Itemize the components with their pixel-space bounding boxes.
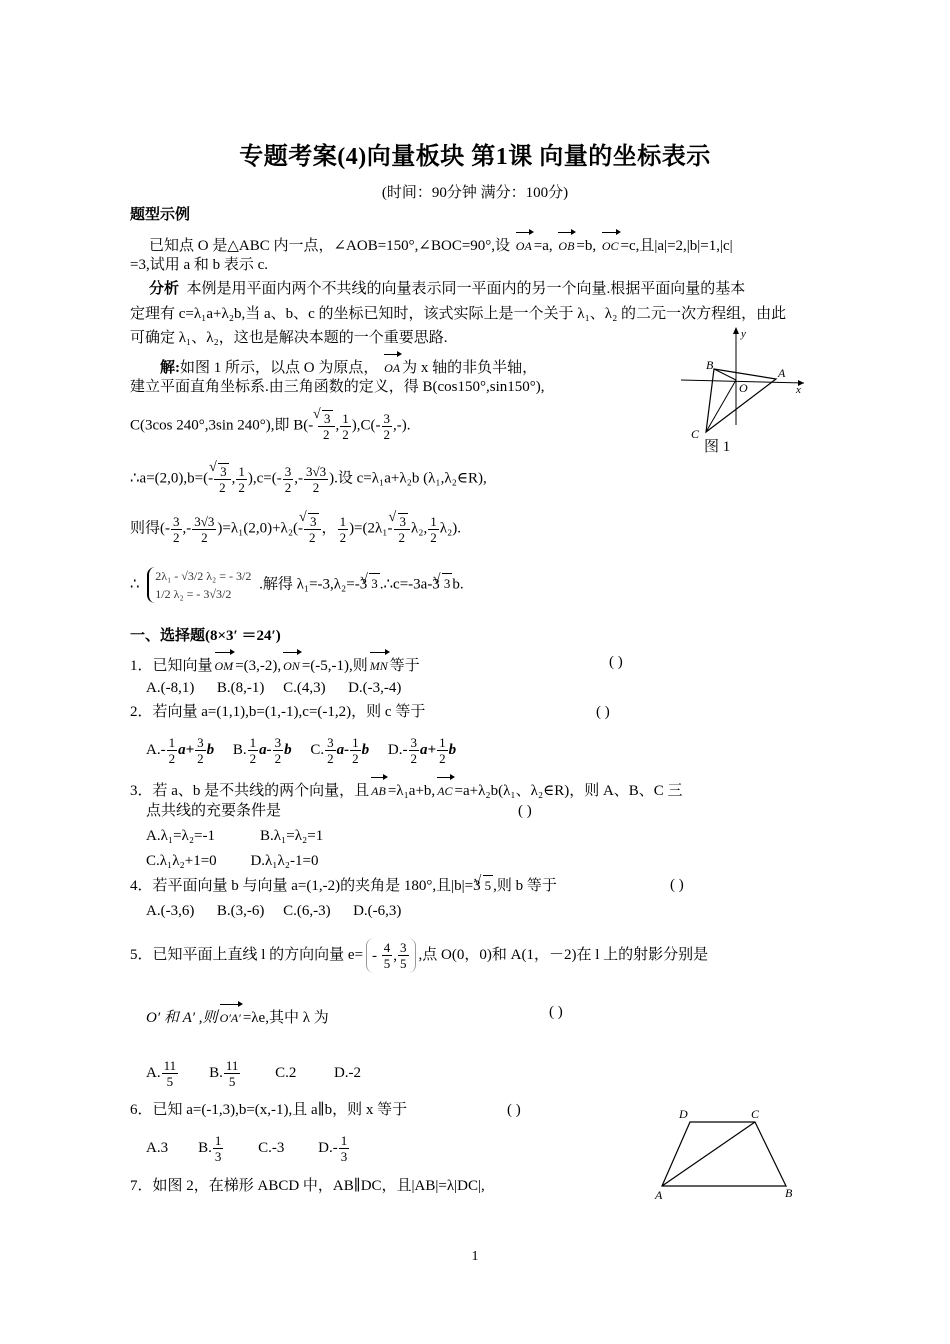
subtitle: (时间：90分钟 满分：100分) — [381, 185, 569, 201]
question-5-cont: O′ 和 A′ ,则 O′A′ =λe,其中 λ 为 — [146, 1002, 329, 1028]
solution-line-2: 建立平面直角坐标系.由三角函数的定义，得 B(cos150°,sin150°), — [130, 379, 545, 395]
q1-answer-paren[interactable]: ( ) — [609, 654, 623, 670]
analysis-line-2: 定理有 c=λ₁a+λ₂b,当 a、b、c 的坐标已知时，该式实际上是一个关于 λ₁、λ₂ 的二元一次方程组，由此 — [130, 306, 787, 322]
q6-options: A.3 B. $\frac{1}{3}$ C.-3 D.- $\frac{1}{3}$ — [146, 1133, 348, 1164]
section-1-heading: 一、选择题(8×3′ ＝24′) — [130, 628, 281, 644]
q2-answer-paren[interactable]: ( ) — [596, 704, 610, 720]
page-title: 专题考案(4)向量板块 第1课 向量的坐标表示 — [239, 144, 711, 170]
question-1: 1．已知向量 OM =(3,-2), ON =(-5,-1),则 MN 等于 — [130, 650, 420, 676]
fig2-label-b: B — [785, 1186, 793, 1200]
q3-answer-paren[interactable]: ( ) — [518, 803, 532, 819]
figure-1-caption: 图 1 — [704, 439, 731, 455]
question-5: 5．已知平面上直线 l 的方向向量 e= - $\frac{4}{5}$ , $\frac{3}{5}$ ,点 O(0，0)和 A(1，－2)在 l 上的射影分别是 — [130, 940, 709, 971]
example-line-2: =3,试用 a 和 b 表示 c. — [130, 257, 269, 273]
analysis-line-3: 可确定 λ₁、λ₂，这也是解决本题的一个重要思路. — [130, 330, 448, 346]
q2-options: A.- $\frac{1}{2}$ a+ $\frac{3}{2}$ b B. $\frac{1}{2}$ a- $\frac{3}{2}$ b C. $\frac{3}{2}$ a- $\frac{1}{2}$ b D.- $\frac{3}{2}$ a+ $\frac{1}{2}$ b — [146, 735, 457, 766]
q6-answer-paren[interactable]: ( ) — [507, 1102, 521, 1118]
equation-system: 2λ₁ - √3/2 λ₂ = - 3/2 1/2 λ₂ = - 3√3/2 — [147, 567, 251, 603]
q4-options: A.(-3,6) B.(3,-6) C.(6,-3) D.(-6,3) — [146, 903, 402, 919]
solution-line-4: ∴a=(2,0),b=(- √ $\frac{3}{2}$ , $\frac{1}{2}$ ),c=(- $\frac{3}{2}$ ,- $\frac{3√3}{2}$ ).设 c=λ₁a+λ₂b (λ₁,λ₂∈R), — [130, 463, 487, 495]
figure-1 — [676, 325, 816, 455]
q1-options: A.(-8,1) B.(8,-1) C.(4,3) D.(-3,-4) — [146, 680, 402, 696]
question-3-cont: 点共线的充要条件是 — [146, 803, 282, 819]
q3-options-row-1: A.λ₁=λ₂=-1 B.λ₁=λ₂=1 — [146, 828, 324, 844]
figure-2 — [650, 1104, 800, 1200]
q5-options: A. $\frac{11}{5}$ B. $\frac{11}{5}$ C.2 D.-2 — [146, 1058, 362, 1089]
question-3: 3．若 a、b 是不共线的两个向量，且 AB =λ₁a+b, AC =a+λ₂b(λ₁、λ₂∈R)，则 A、B、C 三 — [130, 775, 683, 801]
section-example-heading: 题型示例 — [130, 207, 191, 223]
solution-line-5: 则得(- $\frac{3}{2}$ ,- $\frac{3√3}{2}$ )=λ₁(2,0)+λ₂(- √ $\frac{3}{2}$ ， $\frac{1}{2}$ )=(2λ₁- √ $\frac{3}{2}$ λ₂, $\frac{1}{2}$ λ₂). — [130, 513, 461, 545]
question-4: 4．若平面向量 b 与向量 a=(1,-2)的夹角是 180°,且|b|=3√ 5 ,则 b 等于 — [130, 875, 557, 896]
q3-options-row-2: C.λ₁λ₂+1=0 D.λ₁λ₂-1=0 — [146, 853, 319, 869]
fig1-label-b: B — [706, 358, 714, 372]
fig1-label-a: A — [778, 366, 786, 380]
fig2-label-c: C — [751, 1107, 760, 1121]
page-number: 1 — [471, 1249, 479, 1264]
example-line-1: 已知点 O 是△ABC 内一点，∠AOB=150°,∠BOC=90°,设 OA =a, OB =b, OC =c,且|a|=2,|b|=1,|c| — [149, 230, 733, 256]
solution-line-3: C(3cos 240°,3sin 240°),即 B(- √ $\frac{3}{2}$ , $\frac{1}{2}$ ),C(- $\frac{3}{2}$ ,-). — [130, 410, 411, 442]
fig1-label-y: y — [741, 328, 746, 340]
fig1-label-o: O — [739, 381, 748, 395]
fig2-label-d: D — [679, 1107, 688, 1121]
question-2: 2．若向量 a=(1,1),b=(1,-1),c=(-1,2)，则 c 等于 — [130, 704, 426, 720]
fig2-label-a: A — [655, 1188, 663, 1200]
solution-line-6: ∴ 2λ₁ - √3/2 λ₂ = - 3/2 1/2 λ₂ = - 3√3/2 .解得 λ₁=-3,λ₂=-3√ 3 .∴c=-3a-3√ 3 b. — [130, 567, 464, 603]
question-6: 6．已知 a=(-1,3),b=(x,-1),且 a∥b，则 x 等于 — [130, 1102, 408, 1118]
solution-line-1: 解:如图 1 所示，以点 O 为原点， OA 为 x 轴的非负半轴， — [160, 352, 537, 378]
fig1-label-c: C — [691, 427, 700, 441]
q4-answer-paren[interactable]: ( ) — [670, 877, 684, 893]
q5-answer-paren[interactable]: ( ) — [549, 1004, 563, 1020]
analysis-line-1: 分析 本例是用平面内两个不共线的向量表示同一平面内的另一个向量.根据平面向量的基本 — [149, 281, 746, 297]
fig1-label-x: x — [796, 384, 801, 396]
question-7: 7．如图 2，在梯形 ABCD 中，AB∥DC，且|AB|=λ|DC|, — [130, 1178, 485, 1194]
